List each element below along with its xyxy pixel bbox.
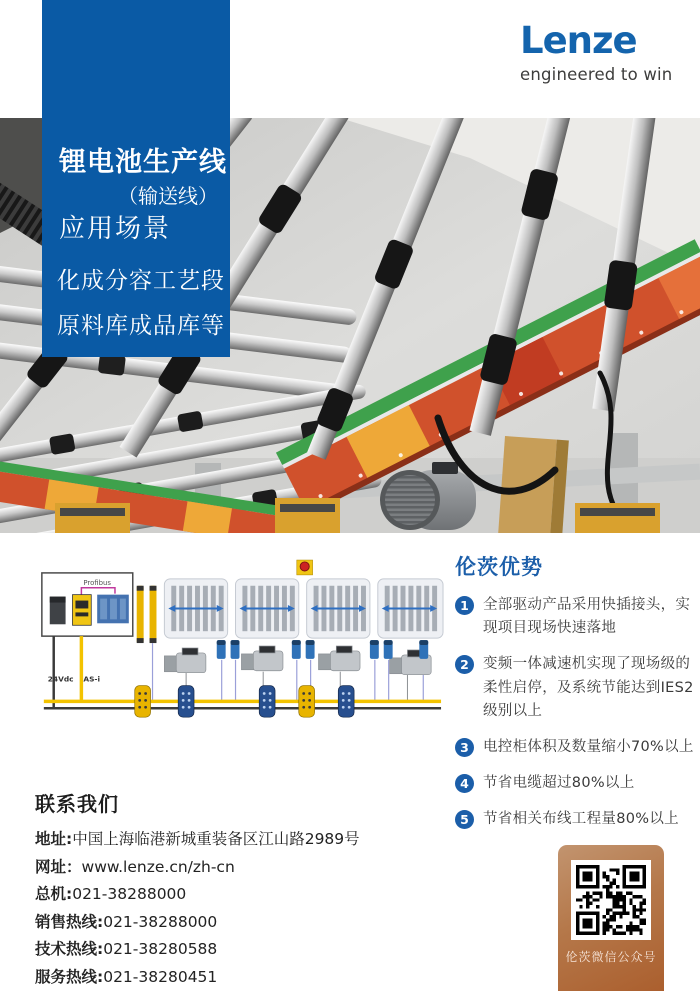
advantage-item bbox=[455, 772, 695, 795]
advantage-text: 节省电缆超过80%以上 bbox=[483, 775, 635, 792]
brand-tagline: engineered to win bbox=[520, 65, 673, 84]
lenze-logo: Lenze bbox=[520, 19, 637, 62]
advantage-text: 节省相关布线工程量80%以上 bbox=[483, 811, 679, 828]
advantages-heading: 伦茨优势 bbox=[455, 555, 543, 579]
wechat-qr-panel bbox=[558, 845, 664, 991]
contact-sales-hotline: 销售热线:021-38288000 bbox=[35, 912, 218, 931]
contact-service-hotline: 服务热线:021-38280451 bbox=[35, 967, 218, 986]
system-diagram bbox=[30, 552, 445, 744]
advantage-number-badge: 3 bbox=[455, 738, 474, 757]
advantage-text: 变频一体减速机实现了现场级的柔性启停，及系统节能达到IES2级别以上 bbox=[483, 656, 694, 719]
qr-code bbox=[571, 860, 651, 940]
advantage-text: 全部驱动产品采用快插接头，实现项目现场快速落地 bbox=[483, 597, 691, 637]
profibus-label: Profibus bbox=[83, 578, 112, 587]
advantages-section bbox=[455, 551, 695, 845]
safety-controller bbox=[72, 595, 91, 626]
advantage-item bbox=[455, 736, 695, 759]
advantage-number-badge: 1 bbox=[455, 596, 474, 615]
title-banner bbox=[42, 0, 230, 357]
contact-switchboard: 总机:021-38288000 bbox=[35, 885, 187, 904]
banner-line-process: 化成分容工艺段 bbox=[57, 268, 225, 294]
banner-subtitle: （输送线） bbox=[118, 184, 218, 208]
banner-title: 锂电池生产线 bbox=[59, 147, 227, 178]
contact-section bbox=[35, 788, 465, 991]
advantage-item bbox=[455, 653, 695, 723]
advantage-number-badge: 5 bbox=[455, 810, 474, 829]
emergency-stop bbox=[297, 560, 313, 575]
banner-line-scene: 应用场景 bbox=[59, 214, 172, 244]
banner-line-warehouse: 原料库成品库等 bbox=[57, 313, 225, 339]
contact-address: 地址:中国上海临港新城重装备区江山路2989号 bbox=[35, 830, 360, 848]
advantage-number-badge: 4 bbox=[455, 774, 474, 793]
contact-heading: 联系我们 bbox=[35, 792, 119, 816]
contact-tech-hotline: 技术热线:021-38280588 bbox=[35, 940, 218, 959]
advantage-item bbox=[455, 594, 695, 640]
brand-block bbox=[520, 19, 678, 84]
24vdc-label: 24Vdc bbox=[47, 674, 74, 684]
qr-caption: 伦茨微信公众号 bbox=[565, 950, 657, 964]
conveyor-modules bbox=[164, 579, 443, 638]
advantage-text: 电控柜体积及数量缩小70%以上 bbox=[483, 738, 694, 755]
asi-label: AS-i bbox=[83, 674, 101, 684]
advantage-number-badge: 2 bbox=[455, 655, 474, 674]
advantage-item bbox=[455, 808, 695, 831]
system-diagram-art bbox=[30, 552, 445, 744]
contact-website: 网址：www.lenze.cn/zh-cn bbox=[35, 857, 235, 876]
qr-code-art bbox=[576, 865, 646, 935]
safety-light-curtains bbox=[137, 586, 157, 643]
